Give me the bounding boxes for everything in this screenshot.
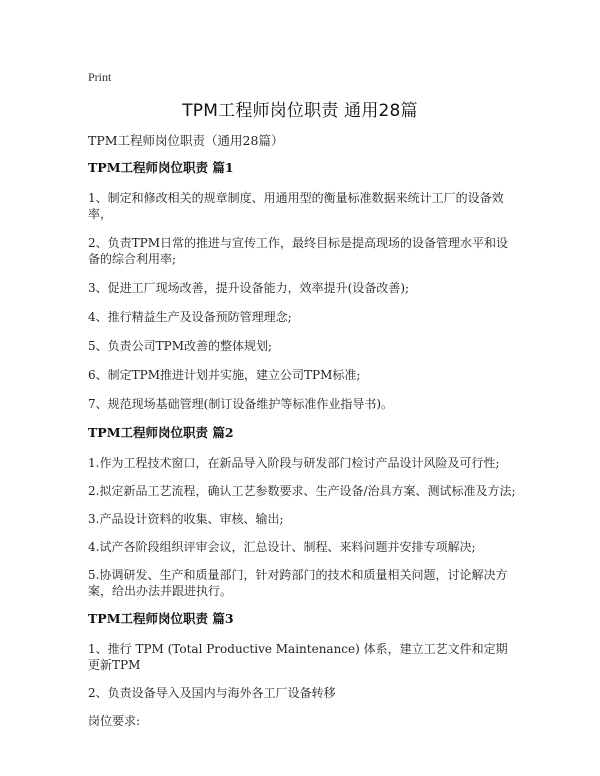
document-subtitle: TPM工程师岗位职责（通用28篇）	[88, 133, 284, 148]
list-item: 2.拟定新品工艺流程，确认工艺参数要求、生产设备/治具方案、测试标准及方法;	[88, 484, 516, 498]
list-item: 岗位要求:	[88, 714, 141, 728]
list-item: 3、促进工厂现场改善，提升设备能力，效率提升(设备改善);	[88, 281, 410, 295]
section-heading: TPM工程师岗位职责 篇3	[88, 611, 234, 626]
list-item: 5.协调研发、生产和质量部门，针对跨部门的技术和质量相关问题，讨论解决方案，给出办法并跟进执行。	[88, 568, 508, 598]
list-item: 7、规范现场基础管理(制订设备维护等标准作业指导书)。	[88, 397, 394, 411]
list-item: 5、负责公司TPM改善的整体规划;	[88, 339, 273, 353]
list-item: 6、制定TPM推进计划并实施，建立公司TPM标准;	[88, 368, 361, 382]
list-item: 3.产品设计资料的收集、审核、输出;	[88, 512, 284, 526]
list-item: 2、负责TPM日常的推进与宣传工作，最终目标是提高现场的设备管理水平和设备的综合利用率;	[88, 236, 509, 266]
list-item: 4、推行精益生产及设备预防管理理念;	[88, 310, 292, 324]
list-item: 1.作为工程技术窗口，在新品导入阶段与研发部门检讨产品设计风险及可行性;	[88, 456, 500, 470]
document-body	[88, 160, 518, 741]
print-label: Print	[88, 70, 112, 84]
list-item: 4.试产各阶段组织评审会议，汇总设计、制程、来料问题并安排专项解决;	[88, 540, 476, 554]
list-item: 1、制定和修改相关的规章制度、用通用型的衡量标准数据来统计工厂的设备效率，	[88, 191, 504, 221]
list-item: 2、负责设备导入及国内与海外各工厂设备转移	[88, 686, 336, 700]
section-heading: TPM工程师岗位职责 篇2	[88, 425, 234, 440]
document-title: TPM工程师岗位职责 通用28篇	[182, 101, 418, 121]
section-heading: TPM工程师岗位职责 篇1	[88, 160, 234, 175]
list-item: 1、推行 TPM (Total Productive Maintenance) 体系，建立工艺文件和定期更新TPM	[88, 642, 508, 672]
